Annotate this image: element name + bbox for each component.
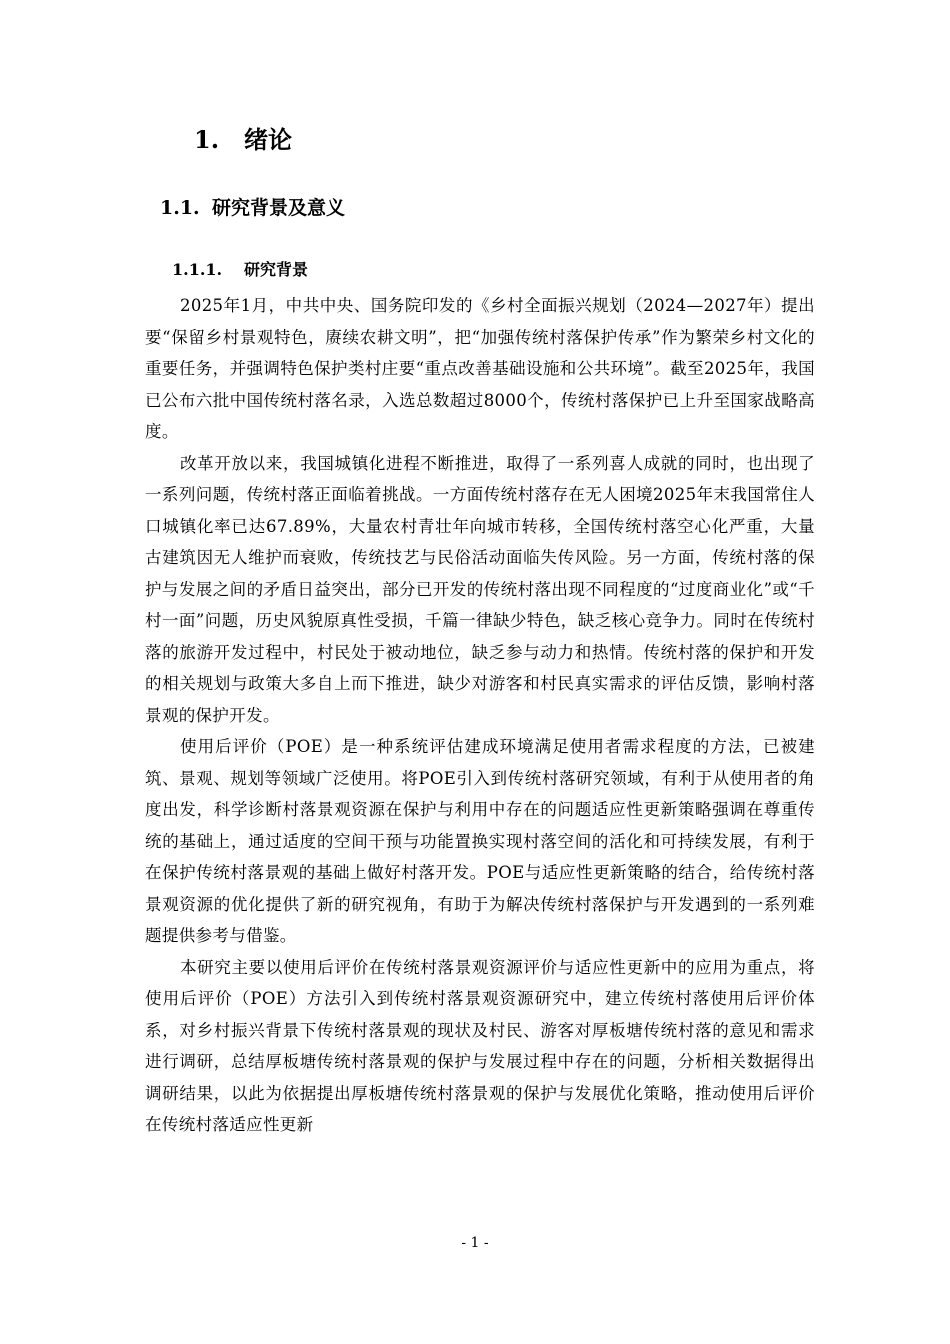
subsection-title: 研究背景 <box>244 260 309 279</box>
section-number: 1.1. <box>160 197 200 219</box>
subsection-number: 1.1.1. <box>172 260 223 279</box>
body-text <box>145 290 815 1141</box>
page-number: - 1 - <box>461 1235 489 1251</box>
chapter-heading <box>194 122 292 158</box>
paragraph-3: 使用后评价（POE）是一种系统评估建成环境满足使用者需求程度的方法，已被建筑、景观、规划等领域广泛使用。将POE引入到传统村落研究领域，有利于从使用者的角度出发，科学诊断村落景观资源在保护与利用中存在的问题适应性更新策略强调在尊重传统的基础上，通过适度的空间干预与功能置换实现村落空间的活化和可持续发展，有利于在保护传统村落景观的基础上做好村落开发。POE与适应性更新策略的结合，给传统村落景观资源的优化提供了新的研究视角，有助于为解决传统村落保护与开发遇到的一系列难题提供参考与借鉴。 <box>145 737 815 945</box>
chapter-number: 1. <box>194 125 220 154</box>
paragraph-2: 改革开放以来，我国城镇化进程不断推进，取得了一系列喜人成就的同时，也出现了一系列问题，传统村落正面临着挑战。一方面传统村落存在无人困境2025年末我国常住人口城镇化率已达67.89%，大量农村青壮年向城市转移，全国传统村落空心化严重，大量古建筑因无人维护而衰败，传统技艺与民俗活动面临失传风险。另一方面，传统村落的保护与发展之间的矛盾日益突出，部分已开发的传统村落出现不同程度的“过度商业化”或“千村一面”问题，历史风貌原真性受损，千篇一律缺少特色，缺乏核心竞争力。同时在传统村落的旅游开发过程中，村民处于被动地位，缺乏参与动力和热情。传统村落的保护和开发的相关规划与政策大多自上而下推进，缺少对游客和村民真实需求的评估反馈，影响村落景观的保护开发。 <box>145 453 815 725</box>
chapter-title: 绪论 <box>244 125 292 154</box>
subsection-heading <box>172 256 308 284</box>
section-title: 研究背景及意义 <box>212 197 346 219</box>
section-heading <box>160 192 345 224</box>
paragraph-1: 2025年1月，中共中央、国务院印发的《乡村全面振兴规划（2024—2027年）提出要“保留乡村景观特色，赓续农耕文明”，把“加强传统村落保护传承”作为繁荣乡村文化的重要任务，并强调特色保护类村庄要“重点改善基础设施和公共环境”。截至2025年，我国已公布六批中国传统村落名录，入选总数超过8000个，传统村落保护已上升至国家战略高度。 <box>145 296 815 441</box>
paragraph-4: 本研究主要以使用后评价在传统村落景观资源评价与适应性更新中的应用为重点，将使用后评价（POE）方法引入到传统村落景观资源研究中，建立传统村落使用后评价体系，对乡村振兴背景下传统村落景观的现状及村民、游客对厚板塘传统村落的意见和需求进行调研，总结厚板塘传统村落景观的保护与发展过程中存在的问题，分析相关数据得出调研结果，以此为依据提出厚板塘传统村落景观的保护与发展优化策略，推动使用后评价在传统村落适应性更新 <box>145 957 815 1134</box>
